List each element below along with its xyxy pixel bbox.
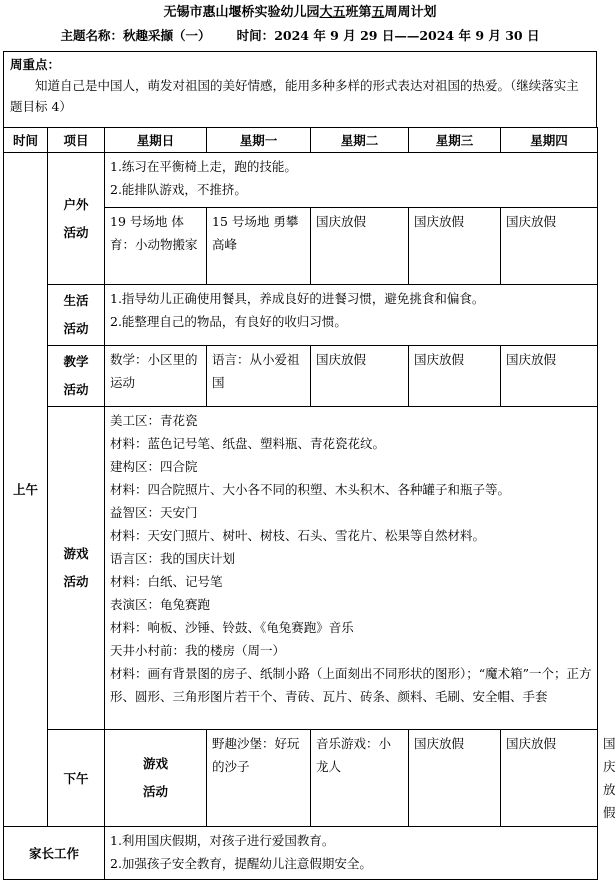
life-goal-1: 1.指导幼儿正确使用餐具，养成良好的进餐习惯，避免挑食和偏食。 xyxy=(110,291,485,306)
teaching-wednesday: 国庆放假 xyxy=(409,346,501,407)
morning-label: 上午 xyxy=(4,153,48,827)
header-sunday: 星期日 xyxy=(105,128,207,153)
teaching-sunday: 数学：小区里的运动 xyxy=(105,346,207,407)
outdoor-tuesday: 国庆放假 xyxy=(311,208,409,285)
header-row xyxy=(4,128,598,153)
header-monday: 星期一 xyxy=(207,128,311,153)
afternoon-monday: 音乐游戏：小龙人 xyxy=(311,730,409,827)
game-line: 材料：画有背景图的房子、纸制小路（上面刻出不同形状的图形）；“魔术箱”一个；正方形、圆形、三角形图片若干个、青砖、瓦片、砖条、颜料、毛刷、安全帽、手套 xyxy=(110,666,592,704)
life-label-2: 活动 xyxy=(63,321,89,336)
afternoon-game-label xyxy=(105,730,207,827)
outdoor-label xyxy=(48,153,105,285)
outdoor-monday: 15 号场地 勇攀高峰 xyxy=(207,208,311,285)
title-school: 无锡市惠山堰桥实验幼儿园 xyxy=(163,5,320,20)
game-line: 美工区：青花瓷 xyxy=(110,413,198,428)
game-line: 材料：响板、沙锤、铃鼓、《龟兔赛跑》音乐 xyxy=(110,620,354,635)
header-wednesday: 星期三 xyxy=(409,128,501,153)
outdoor-goal-2: 2.能排队游戏，不推挤。 xyxy=(110,182,247,197)
game-line: 天井小村前：我的楼房（周一） xyxy=(110,643,286,658)
teaching-thursday: 国庆放假 xyxy=(501,346,598,407)
afternoon-label-1: 游戏 xyxy=(142,756,168,771)
header-item: 项目 xyxy=(48,128,105,153)
afternoon-label: 下午 xyxy=(48,730,105,827)
life-label xyxy=(48,285,105,346)
afternoon-tuesday: 国庆放假 xyxy=(409,730,501,827)
game-label-1: 游戏 xyxy=(63,546,89,561)
afternoon-sunday: 野趣沙堡：好玩的沙子 xyxy=(207,730,311,827)
time-label: 时间： xyxy=(236,28,275,43)
outdoor-sunday: 19 号场地 体育：小动物搬家 xyxy=(105,208,207,285)
game-line: 材料：天安门照片、树叶、树枝、石头、雪花片、松果等自然材料。 xyxy=(110,528,486,543)
life-row xyxy=(4,285,598,346)
teaching-tuesday: 国庆放假 xyxy=(311,346,409,407)
title-class: 大五 xyxy=(319,5,346,20)
game-line: 语言区：我的国庆计划 xyxy=(110,551,236,566)
teaching-label-2: 活动 xyxy=(63,382,89,397)
focus-label: 周重点： xyxy=(10,57,61,72)
title-mid: 班第 xyxy=(345,5,372,20)
game-line: 表演区：龟兔赛跑 xyxy=(110,597,211,612)
outdoor-label-1: 户外 xyxy=(63,196,89,212)
parent-line-1: 1.利用国庆假期，对孩子进行爱国教育。 xyxy=(110,833,335,848)
parent-label: 家长工作 xyxy=(4,827,105,880)
life-label-1: 生活 xyxy=(63,293,89,308)
parent-row xyxy=(4,827,598,880)
header-thursday: 星期四 xyxy=(501,128,598,153)
afternoon-row: 下午 游戏 活动 野趣沙堡：好玩的沙子 音乐游戏：小龙人 国庆放假 国庆放假 国庆放假 xyxy=(4,730,598,827)
weekly-focus xyxy=(3,51,597,127)
header-time: 时间 xyxy=(4,128,48,153)
document-title xyxy=(0,2,600,24)
focus-text: 知道自己是中国人，萌发对祖国的美好情感，能用多种多样的形式表达对祖国的热爱。（继续落实主题目标 4） xyxy=(10,78,579,114)
title-week: 五 xyxy=(371,5,385,20)
teaching-monday: 语言：从小爱祖国 xyxy=(207,346,311,407)
game-line: 材料：白纸、记号笔 xyxy=(110,574,223,589)
outdoor-goals-row xyxy=(4,153,598,208)
theme-label: 主题名称： xyxy=(60,28,124,43)
afternoon-wednesday: 国庆放假 xyxy=(501,730,598,827)
teaching-label xyxy=(48,346,105,407)
outdoor-goals xyxy=(105,153,598,208)
outdoor-label-2: 活动 xyxy=(63,224,89,240)
theme-value: 秋趣采撷（一） xyxy=(123,28,211,43)
game-row xyxy=(4,407,598,730)
afternoon-label-2: 活动 xyxy=(142,784,168,799)
document-subtitle xyxy=(0,26,600,46)
time-value: 2024 年 9 月 29 日——2024 年 9 月 30 日 xyxy=(274,28,540,43)
life-goals xyxy=(105,285,598,346)
outdoor-wednesday: 国庆放假 xyxy=(409,208,501,285)
teaching-row xyxy=(4,346,598,407)
outdoor-thursday: 国庆放假 xyxy=(501,208,598,285)
plan-table xyxy=(3,127,616,880)
game-label xyxy=(48,407,105,730)
header-tuesday: 星期二 xyxy=(311,128,409,153)
life-goal-2: 2.能整理自己的物品，有良好的收归习惯。 xyxy=(110,314,347,329)
game-line: 益智区：天安门 xyxy=(110,505,198,520)
teaching-label-1: 教学 xyxy=(63,354,89,369)
parent-content xyxy=(105,827,598,880)
outdoor-goal-1: 1.练习在平衡椅上走，跑的技能。 xyxy=(110,159,297,174)
title-suffix: 周周计划 xyxy=(384,5,437,20)
game-content xyxy=(105,407,598,730)
game-line: 建构区：四合院 xyxy=(110,459,198,474)
parent-line-2: 2.加强孩子安全教育，提醒幼儿注意假期安全。 xyxy=(110,856,372,871)
game-label-2: 活动 xyxy=(63,574,89,589)
game-line: 材料：蓝色记号笔、纸盘、塑料瓶、青花瓷花纹。 xyxy=(110,436,386,451)
game-line: 材料：四合院照片、大小各不同的积塑、木头积木、各种罐子和瓶子等。 xyxy=(110,482,511,497)
